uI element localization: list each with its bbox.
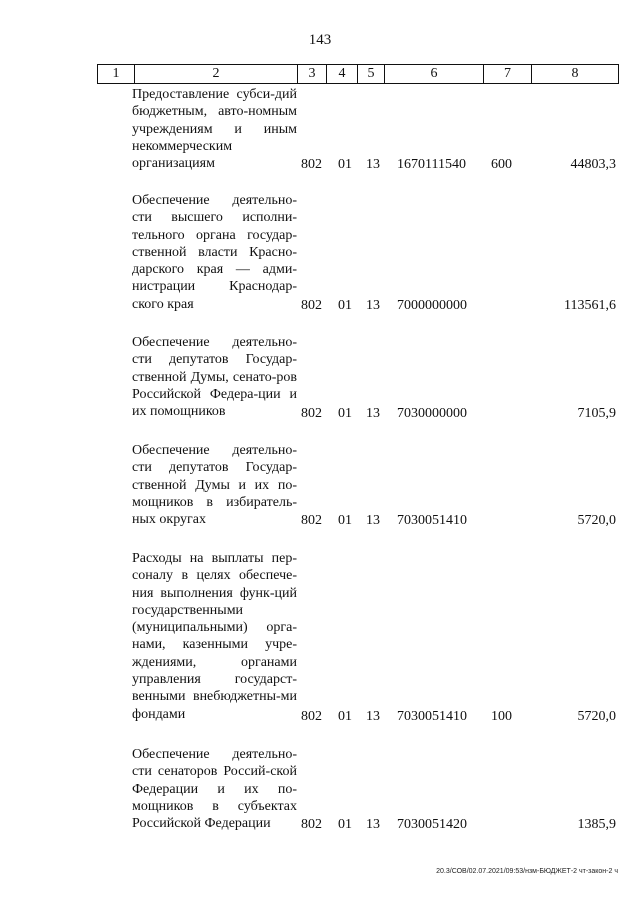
row-col-5: 13 [366, 157, 380, 172]
row-col-4: 01 [338, 406, 352, 421]
header-col-8: 8 [571, 66, 579, 81]
row-col-5: 13 [366, 709, 380, 724]
row-description: Обеспечение деятельно-сти депутатов Государ-ственной Думы, сенато-ров Российской Федера-ции и их помощников [132, 335, 297, 420]
row-col-3: 802 [301, 298, 322, 313]
row-col-6: 7030051420 [397, 817, 467, 832]
row-col-4: 01 [338, 157, 352, 172]
row-col-5: 13 [366, 513, 380, 528]
row-col-6: 7000000000 [397, 298, 467, 313]
row-description: Обеспечение деятельно-сти депутатов Государ-ственной Думы и их по-мощников в избиратель-ных округах [132, 443, 297, 528]
row-col-7: 100 [491, 709, 512, 724]
page-number: 143 [308, 32, 332, 48]
header-col-2: 2 [135, 65, 298, 83]
row-col-8: 1385,9 [577, 817, 616, 832]
row-col-5: 13 [366, 817, 380, 832]
row-col-3: 802 [301, 406, 322, 421]
row-col-6: 7030051410 [397, 513, 467, 528]
row-col-8: 5720,0 [577, 709, 616, 724]
row-col-6: 7030051410 [397, 709, 467, 724]
row-description: Обеспечение деятельно-сти сенаторов Россий-ской Федерации и их по-мощников в субъектах Российской Федерации [132, 747, 297, 832]
header-col-6: 6 [385, 65, 484, 83]
header-col-1: 1 [98, 65, 135, 83]
row-col-6: 1670111540 [397, 157, 466, 172]
row-col-6: 7030000000 [397, 406, 467, 421]
row-col-3: 802 [301, 709, 322, 724]
header-col-4: 4 [327, 65, 358, 83]
row-col-8: 5720,0 [577, 513, 616, 528]
row-col-5: 13 [366, 298, 380, 313]
header-col-5: 5 [358, 65, 385, 83]
row-col-8: 113561,6 [564, 298, 616, 313]
row-col-8: 44803,3 [570, 157, 616, 172]
row-col-3: 802 [301, 513, 322, 528]
row-col-4: 01 [338, 513, 352, 528]
row-col-7: 600 [491, 157, 512, 172]
row-description: Обеспечение деятельно-сти высшего исполни-тельного органа государ-ственной власти Красно-дарского края — адми-нистрации Краснодар-ского края [132, 193, 297, 312]
row-col-3: 802 [301, 817, 322, 832]
table-header [97, 64, 619, 84]
header-col-7: 7 [484, 65, 532, 83]
row-description: Расходы на выплаты пер-соналу в целях обеспече-ния выполнения функ-ций государственными (муниципальными) орга-нами, казенными учре-ждениями, органами управления государст-венными внебюджетны-ми фондами [132, 551, 297, 722]
row-col-4: 01 [338, 709, 352, 724]
row-col-4: 01 [338, 298, 352, 313]
row-col-8: 7105,9 [577, 406, 616, 421]
row-col-4: 01 [338, 817, 352, 832]
footer-document-code: 20.3/СОВ/02.07.2021/09:53/нзм-БЮДЖЕТ-2 чт-закон-2 ч [436, 868, 618, 875]
header-col-3: 3 [298, 65, 327, 83]
row-col-5: 13 [366, 406, 380, 421]
row-col-3: 802 [301, 157, 322, 172]
row-description: Предоставление субси-дий бюджетным, авто-номным учреждениям и иным некоммерческим организациям [132, 87, 297, 172]
